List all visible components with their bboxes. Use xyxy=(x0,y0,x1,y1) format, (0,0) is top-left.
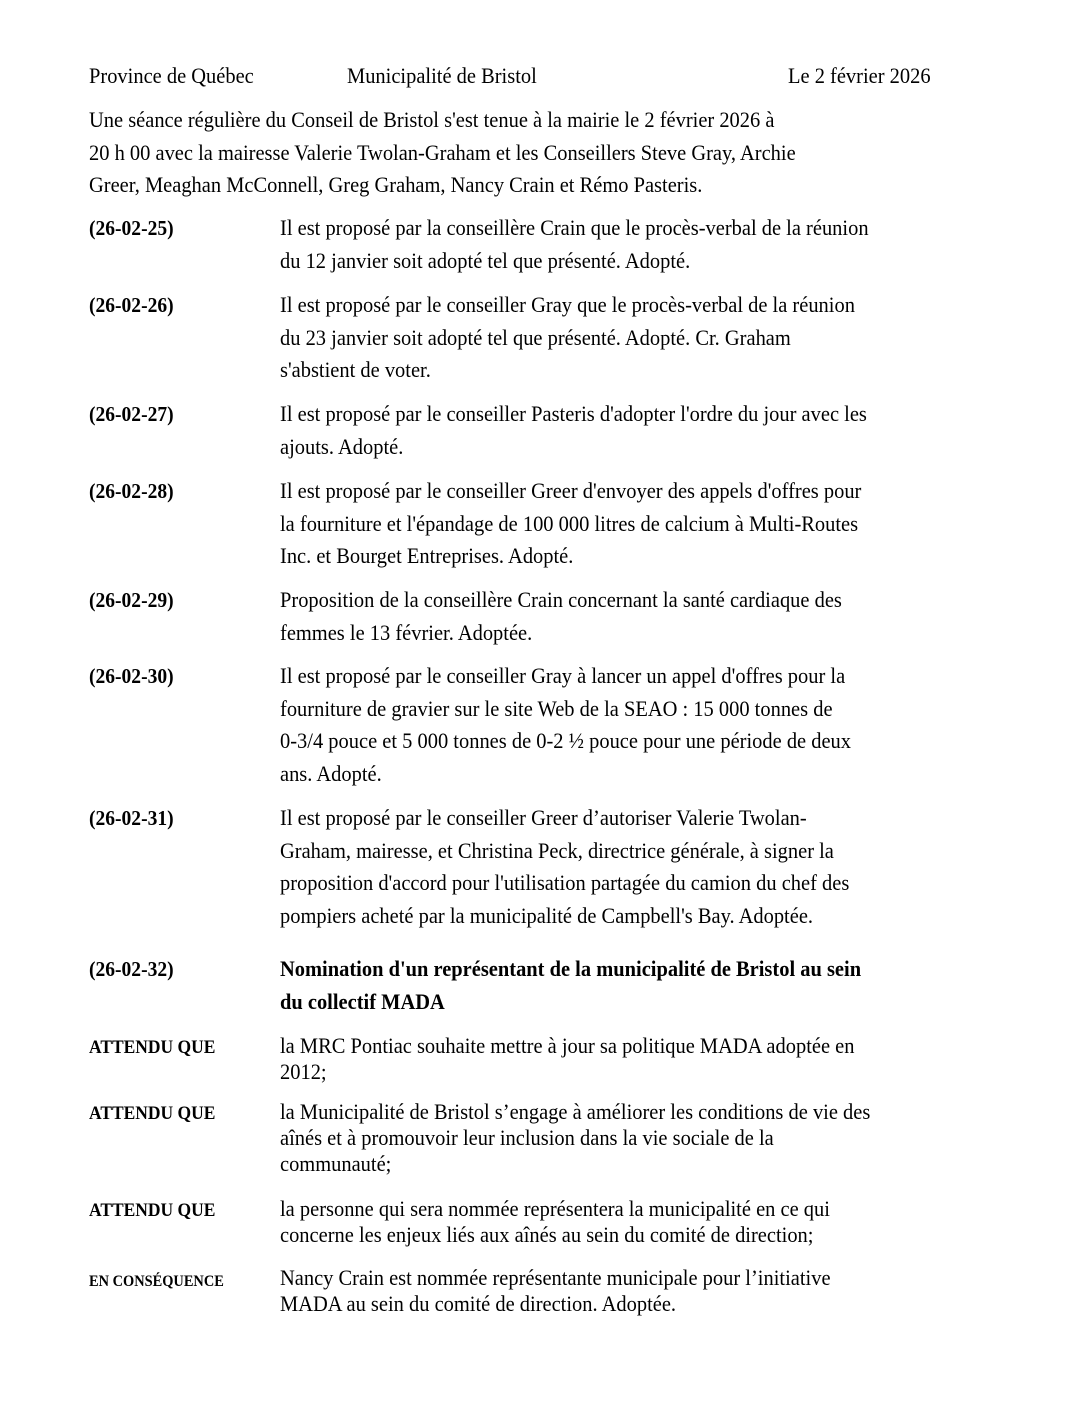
resolution-line: femmes le 13 février. Adoptée. xyxy=(280,619,533,645)
resolution-line: Il est proposé par le conseiller Gray à lancer un appel d'offres pour la xyxy=(280,663,846,688)
intro-line: Une séance régulière du Conseil de Bristol s'est tenue à la mairie le 2 février 2026 à xyxy=(89,107,775,132)
resolution-line: Il est proposé par le conseiller Pasteris d'adopter l'ordre du jour avec les xyxy=(280,401,867,426)
consequence-line: Nancy Crain est nommée représentante municipale pour l’initiative xyxy=(280,1265,831,1290)
resolution-line: du 23 janvier soit adopté tel que présenté. Adopté. Cr. Graham xyxy=(280,324,791,350)
consequence-text xyxy=(280,1265,1005,1317)
resolution-line: Il est proposé par le conseiller Greer d'envoyer des appels d'offres pour xyxy=(280,478,862,503)
whereas-text xyxy=(280,1099,1005,1177)
intro-line: Greer, Meaghan McConnell, Greg Graham, Nancy Crain et Rémo Pasteris. xyxy=(89,172,703,197)
resolution-line: Il est proposé par la conseillère Crain que le procès-verbal de la réunion xyxy=(280,215,869,240)
resolution-line: Il est proposé par le conseiller Greer d’autoriser Valerie Twolan- xyxy=(280,805,807,830)
whereas-label: ATTENDU QUE xyxy=(89,1103,216,1124)
consequence-line: MADA au sein du comité de direction. Adoptée. xyxy=(280,1291,677,1316)
resolution-number: (26-02-29) xyxy=(89,588,174,612)
whereas-line: la Municipalité de Bristol s’engage à améliorer les conditions de vie des xyxy=(280,1099,871,1124)
resolution-line: Graham, mairesse, et Christina Peck, directrice générale, à signer la xyxy=(280,837,834,863)
resolution-title-line: Nomination d'un représentant de la municipalité de Bristol au sein xyxy=(280,956,862,981)
whereas-line: aînés et à promouvoir leur inclusion dans la vie sociale de la xyxy=(280,1125,774,1150)
resolution-line: ans. Adopté. xyxy=(280,760,382,786)
resolution-number: (26-02-30) xyxy=(89,664,174,688)
intro-paragraph xyxy=(89,104,973,202)
whereas-line: concerne les enjeux liés aux aînés au sein du comité de direction; xyxy=(280,1222,814,1247)
header-province: Province de Québec xyxy=(89,63,254,88)
resolution-title-line: du collectif MADA xyxy=(280,988,445,1014)
resolution-number: (26-02-27) xyxy=(89,402,174,426)
resolution-text xyxy=(280,289,1005,387)
whereas-text xyxy=(280,1196,1005,1248)
resolution-text xyxy=(280,212,1005,277)
whereas-text xyxy=(280,1033,1005,1085)
resolution-text xyxy=(280,802,1005,932)
resolution-number: (26-02-25) xyxy=(89,216,174,240)
resolution-line: s'abstient de voter. xyxy=(280,357,431,382)
resolution-line: la fourniture et l'épandage de 100 000 litres de calcium à Multi-Routes xyxy=(280,510,859,536)
intro-line: 20 h 00 avec la mairesse Valerie Twolan-Graham et les Conseillers Steve Gray, Archie xyxy=(89,139,796,165)
resolution-number: (26-02-26) xyxy=(89,293,174,317)
resolution-title xyxy=(280,953,1005,1018)
whereas-line: la personne qui sera nommée représentera la municipalité en ce qui xyxy=(280,1196,830,1221)
resolution-line: fourniture de gravier sur le site Web de la SEAO : 15 000 tonnes de xyxy=(280,695,833,721)
consequence-label: EN CONSÉQUENCE xyxy=(89,1273,224,1290)
resolution-line: Inc. et Bourget Entreprises. Adopté. xyxy=(280,543,574,568)
resolution-text xyxy=(280,584,1005,649)
resolution-line: proposition d'accord pour l'utilisation partagée du camion du chef des xyxy=(280,870,850,895)
whereas-label: ATTENDU QUE xyxy=(89,1200,216,1221)
resolution-line: ajouts. Adopté. xyxy=(280,433,404,459)
whereas-line: 2012; xyxy=(280,1059,327,1084)
resolution-number: (26-02-32) xyxy=(89,957,174,981)
resolution-number: (26-02-28) xyxy=(89,479,174,503)
whereas-line: communauté; xyxy=(280,1151,392,1176)
whereas-label: ATTENDU QUE xyxy=(89,1037,216,1058)
resolution-line: du 12 janvier soit adopté tel que présenté. Adopté. xyxy=(280,247,691,273)
resolution-text xyxy=(280,660,1005,790)
resolution-text xyxy=(280,475,1005,573)
resolution-number: (26-02-31) xyxy=(89,806,174,830)
resolution-text xyxy=(280,398,1005,463)
whereas-line: la MRC Pontiac souhaite mettre à jour sa politique MADA adoptée en xyxy=(280,1033,855,1058)
resolution-line: pompiers acheté par la municipalité de Campbell's Bay. Adoptée. xyxy=(280,902,814,928)
header-municipality: Municipalité de Bristol xyxy=(347,63,537,88)
resolution-line: Il est proposé par le conseiller Gray que le procès-verbal de la réunion xyxy=(280,292,855,317)
resolution-line: Proposition de la conseillère Crain concernant la santé cardiaque des xyxy=(280,587,842,612)
resolution-line: 0-3/4 pouce et 5 000 tonnes de 0-2 ½ pouce pour une période de deux xyxy=(280,728,852,753)
header-date: Le 2 février 2026 xyxy=(788,63,931,88)
